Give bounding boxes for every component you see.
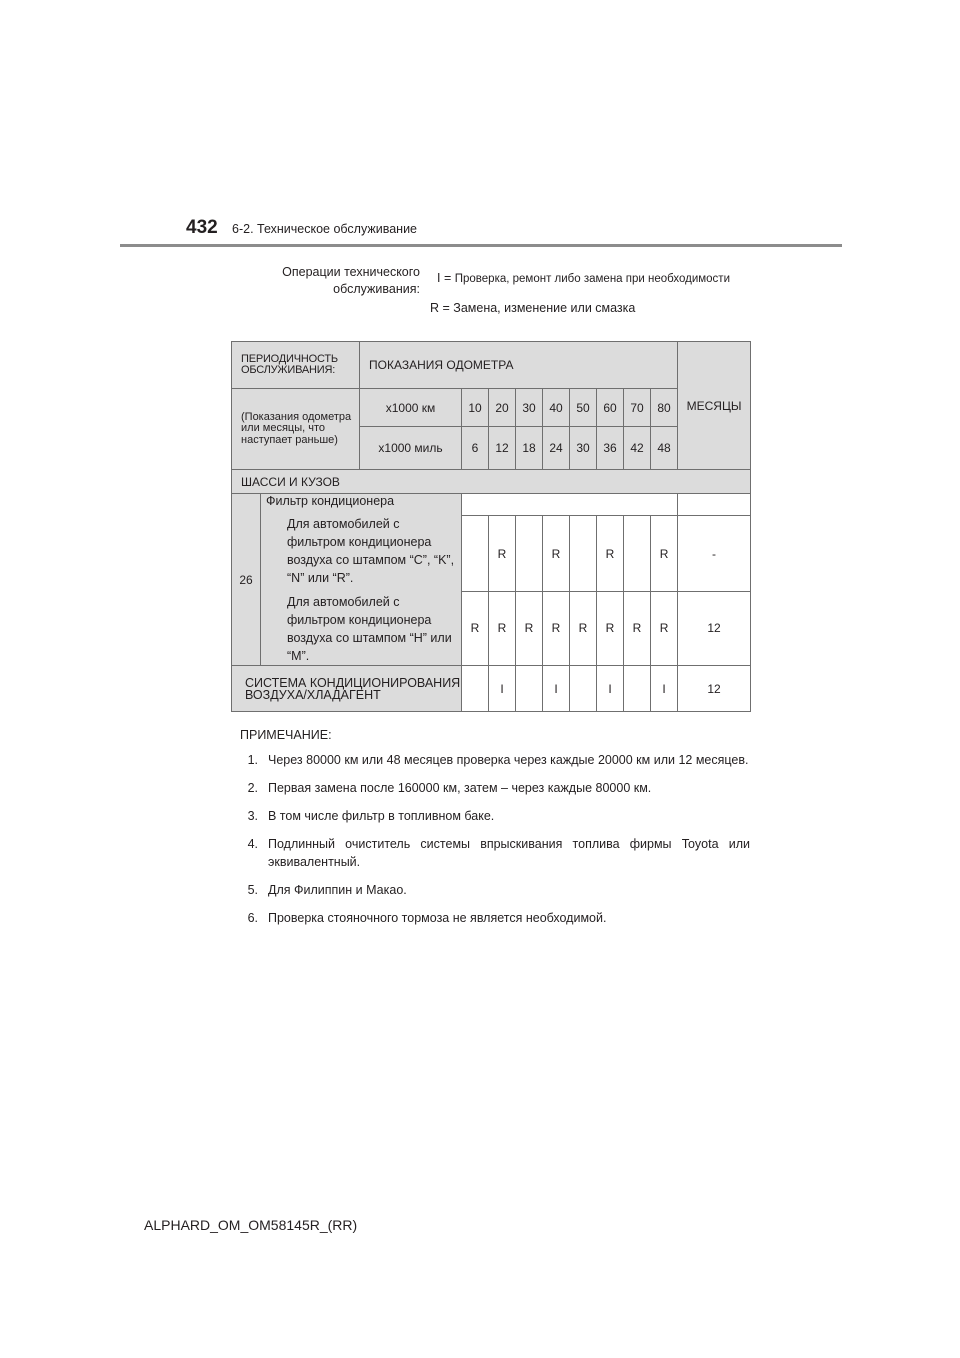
note-text: Подлинный очиститель системы впрыскивания топлива фирмы Toyota или эквивалентный. <box>268 837 750 869</box>
schedule-cell: R <box>651 516 678 591</box>
schedule-cell: R <box>597 516 624 591</box>
notes-heading: ПРИМЕЧАНИЕ: <box>240 728 332 742</box>
legend-inspect <box>437 271 730 285</box>
schedule-cell <box>624 516 651 591</box>
schedule-cell: R <box>462 591 489 665</box>
note-number: 6. <box>247 911 258 925</box>
mile-value: 48 <box>651 427 678 470</box>
odometer-header: ПОКАЗАНИЯ ОДОМЕТРА <box>360 342 678 389</box>
schedule-cell <box>516 666 543 712</box>
schedule-cell: R <box>543 516 570 591</box>
cabin-filter-item <box>261 494 462 666</box>
km-value: 50 <box>570 389 597 427</box>
schedule-cell <box>462 666 489 712</box>
section-title: 6-2. Техническое обслуживание <box>232 222 417 236</box>
schedule-cell <box>570 516 597 591</box>
schedule-cell <box>462 516 489 591</box>
ac-system-label-cell <box>232 666 462 712</box>
note-item <box>240 779 750 797</box>
note-number: 1. <box>247 753 258 767</box>
months-header: МЕСЯЦЫ <box>678 342 751 470</box>
mile-value: 30 <box>570 427 597 470</box>
note-number: 4. <box>247 837 258 851</box>
schedule-cell <box>624 666 651 712</box>
schedule-cell: I <box>597 666 624 712</box>
schedule-cell: R <box>570 591 597 665</box>
cabin-filter-variant-1: Для автомобилей с фильтром кондиционера воздуха со штампом “C”, “K”, “N” или “R”. <box>287 517 455 585</box>
mile-value: 42 <box>624 427 651 470</box>
maintenance-schedule-table <box>231 341 751 712</box>
km-value: 60 <box>597 389 624 427</box>
schedule-cell: R <box>489 516 516 591</box>
legend-label: Операции технического обслуживания: <box>282 265 420 296</box>
km-value: 20 <box>489 389 516 427</box>
note-text: Проверка стояночного тормоза не является необходимой. <box>268 911 607 925</box>
header-rule <box>120 244 842 247</box>
blank-row-cell <box>462 494 678 516</box>
km-value: 70 <box>624 389 651 427</box>
legend-i-symbol: I = <box>437 271 452 285</box>
months-cell: - <box>678 516 751 591</box>
months-cell: 12 <box>678 666 751 712</box>
schedule-cell: R <box>651 591 678 665</box>
schedule-cell: R <box>543 591 570 665</box>
note-item <box>240 909 750 927</box>
document-code: ALPHARD_OM_OM58145R_(RR) <box>144 1217 358 1233</box>
km-unit: x1000 км <box>360 389 462 427</box>
cabin-filter-title: Фильтр кондиционера <box>266 494 395 508</box>
odometer-note-cell: (Показания одометра или месяцы, что наступает раньше) <box>232 389 360 470</box>
note-text: Для Филиппин и Макао. <box>268 883 407 897</box>
ac-system-label: СИСТЕМА КОНДИЦИОНИРОВАНИЯ ВОЗДУХА/ХЛАДАГЕНТ <box>245 675 461 702</box>
mile-value: 36 <box>597 427 624 470</box>
mile-value: 18 <box>516 427 543 470</box>
page-number: 432 <box>186 217 218 238</box>
note-item <box>240 807 750 825</box>
note-text: В том числе фильтр в топливном баке. <box>268 809 495 823</box>
mile-unit: x1000 миль <box>360 427 462 470</box>
period-header: ПЕРИОДИЧНОСТЬ ОБСЛУЖИВАНИЯ: <box>232 342 360 389</box>
schedule-cell: I <box>489 666 516 712</box>
schedule-cell: I <box>543 666 570 712</box>
note-number: 2. <box>247 781 258 795</box>
cabin-filter-variant-2: Для автомобилей с фильтром кондиционера воздуха со штампом “H” или “M”. <box>287 595 452 663</box>
note-item <box>240 835 750 871</box>
note-item <box>240 751 750 769</box>
legend-i-text: Проверка, ремонт либо замена при необходимости <box>454 273 730 285</box>
mile-value: 6 <box>462 427 489 470</box>
item-number: 26 <box>232 494 261 666</box>
note-text: Первая замена после 160000 км, затем – через каждые 80000 км. <box>268 781 652 795</box>
km-value: 40 <box>543 389 570 427</box>
km-value: 80 <box>651 389 678 427</box>
note-text: Через 80000 км или 48 месяцев проверка через каждые 20000 км или 12 месяцев. <box>268 753 749 767</box>
schedule-cell <box>516 516 543 591</box>
note-number: 3. <box>247 809 258 823</box>
section-chassis-body: ШАССИ И КУЗОВ <box>232 470 751 494</box>
schedule-cell: R <box>624 591 651 665</box>
schedule-cell: I <box>651 666 678 712</box>
legend-replace: R = Замена, изменение или смазка <box>430 301 636 315</box>
schedule-cell: R <box>489 591 516 665</box>
schedule-cell: R <box>597 591 624 665</box>
schedule-cell <box>570 666 597 712</box>
note-number: 5. <box>247 883 258 897</box>
months-cell: 12 <box>678 591 751 665</box>
mile-value: 12 <box>489 427 516 470</box>
notes-section <box>240 728 750 937</box>
km-value: 10 <box>462 389 489 427</box>
schedule-cell: R <box>516 591 543 665</box>
km-value: 30 <box>516 389 543 427</box>
mile-value: 24 <box>543 427 570 470</box>
note-item <box>240 881 750 899</box>
blank-row-cell <box>678 494 751 516</box>
